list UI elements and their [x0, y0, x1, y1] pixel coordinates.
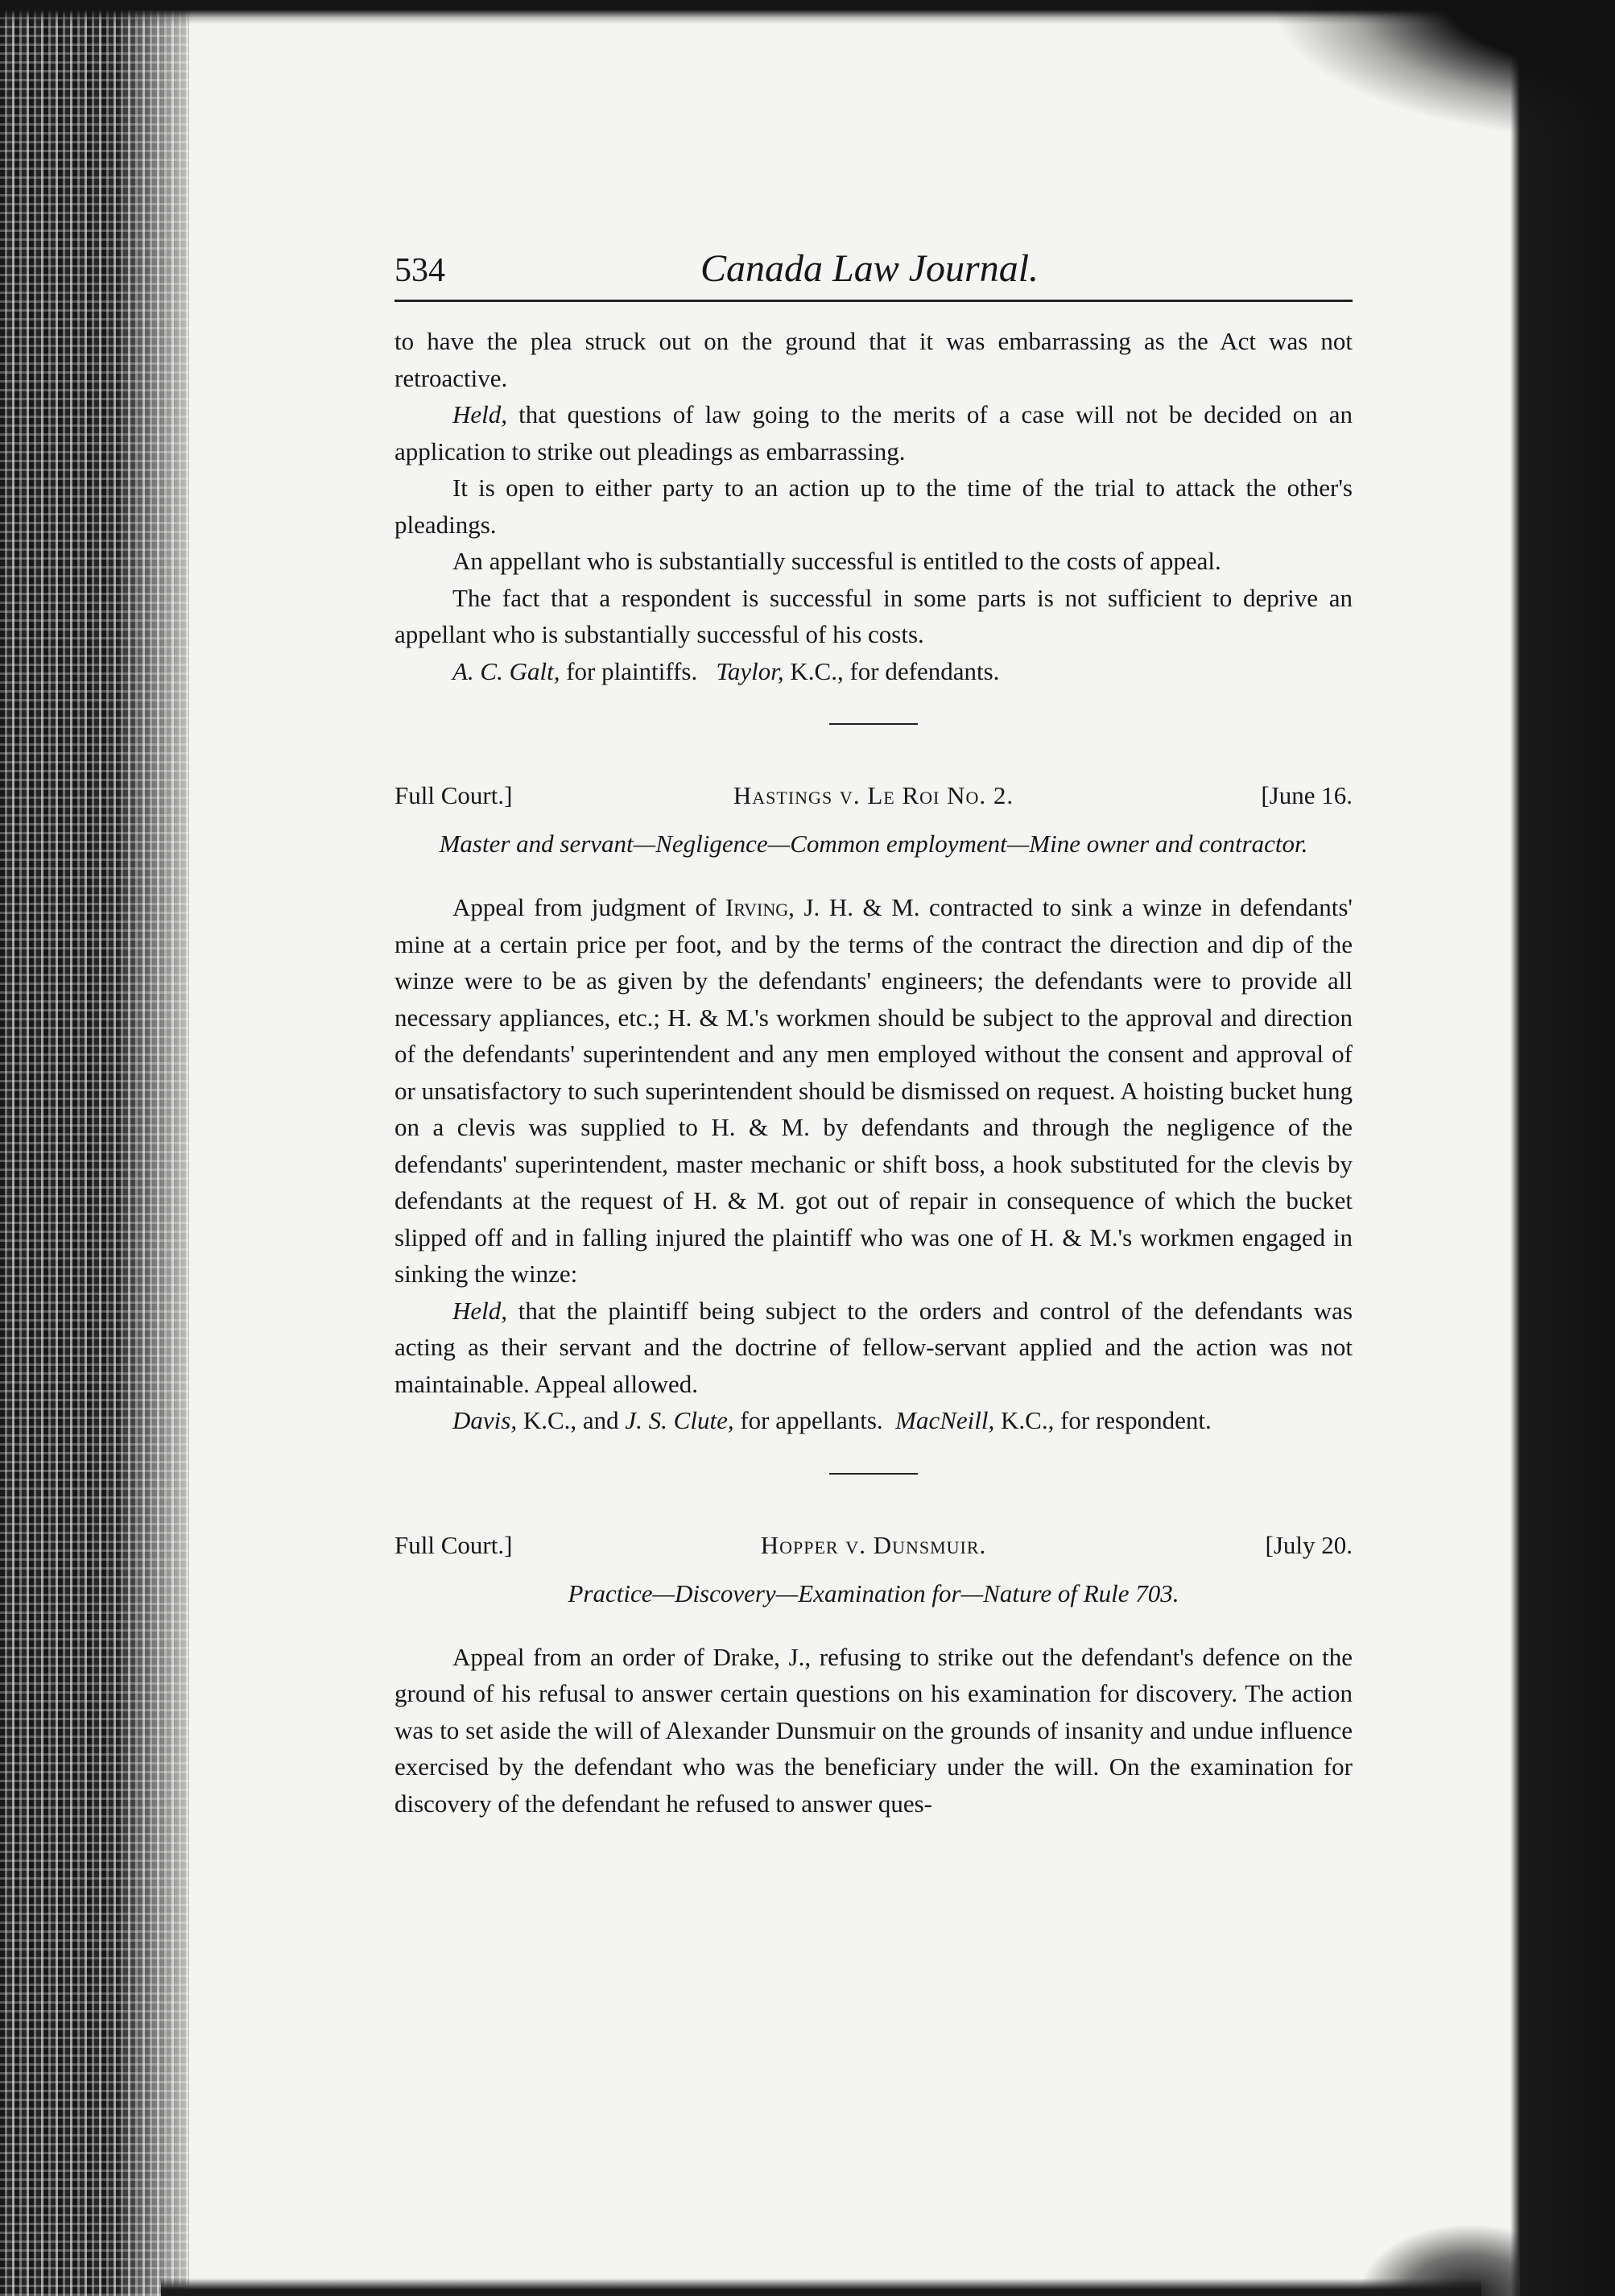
- case-date: [July 20.: [1265, 1530, 1353, 1559]
- paragraph-text: that the plaintiff being subject to the orders and control of the defendants was acting as their servant and the doctrine of fellow-servant applied and the action was not maintainable. Appeal allowed.: [394, 1296, 1353, 1398]
- scan-right-top-shadow: [1277, 0, 1615, 137]
- counsel-name: A. C. Galt,: [452, 656, 560, 685]
- paragraph: [394, 1293, 1353, 1403]
- case-1-continuation: [394, 323, 1353, 689]
- paragraph: [394, 889, 1353, 1293]
- counsel-line: [394, 1402, 1353, 1439]
- section-divider: [829, 1473, 918, 1475]
- case-heading: [394, 781, 1353, 821]
- paragraph-text: that questions of law going to the merits of a case will not be decided on an application to strike out pleadings as embarrassing.: [394, 400, 1353, 465]
- counsel-line: [394, 653, 1353, 690]
- headnote: Master and servant—Negligence—Common employment—Mine owner and contractor.: [439, 829, 1308, 858]
- scan-bottom-edge: [161, 2278, 1481, 2296]
- case-title: Hopper v. Dunsmuir.: [760, 1530, 987, 1559]
- case-3: [394, 1531, 1353, 1822]
- paragraph: The fact that a respondent is successful in some parts is not sufficient to deprive an appellant who is substantially successful of his costs.: [394, 583, 1353, 648]
- paragraph: An appellant who is substantially successful is entitled to the costs of appeal.: [452, 547, 1221, 575]
- case-date: [June 16.: [1261, 781, 1353, 809]
- paragraph: to have the plea struck out on the ground that it was embarrassing as the Act was not retroactive.: [394, 327, 1353, 392]
- court-name: Full Court.]: [394, 1530, 513, 1559]
- judge-name: Irving,: [725, 893, 795, 921]
- counsel-role: K.C., and: [522, 1406, 619, 1434]
- case-2: [394, 781, 1353, 1439]
- held-label: Held,: [452, 400, 508, 428]
- headnote: Practice—Discovery—Examination for—Nature of Rule 703.: [568, 1578, 1179, 1607]
- counsel-role: K.C., for respondent.: [1001, 1406, 1212, 1434]
- counsel-name: Taylor,: [716, 656, 784, 685]
- paragraph: Appeal from an order of Drake, J., refusing to strike out the defendant's defence on the ground of his refusal to answer certain questions on his examination for discovery. The action was to set aside the will of Alexander Dunsmuir on the grounds of insanity and undue influence exercised by the defendant who was the beneficiary under the will. On the examination for discovery of the defendant he refused to answer ques-: [394, 1642, 1353, 1818]
- counsel-name: Davis,: [452, 1406, 518, 1434]
- counsel-role: K.C., for defendants.: [790, 656, 1000, 685]
- case-heading: [394, 1531, 1353, 1571]
- case-title: Hastings v. Le Roi No. 2.: [733, 781, 1014, 809]
- scan-left-edge: [0, 0, 189, 2296]
- counsel-role: for appellants.: [740, 1406, 883, 1434]
- paragraph: [394, 396, 1353, 470]
- paragraph-text: J. H. & M. contracted to sink a winze in defendants' mine at a certain price per foot, and by the terms of the contract the direction and dip of the winze were to be as given by the defendants' engineers; the defendants were to provide all necessary appliances, etc.; H. & M.'s workmen should be subject to the approval and direction of the defendants' superintendent and any men employed without the consent and approval of or unsatisfactory to such superintendent should be dismissed on request. A hoisting bucket hung on a clevis was supplied to H. & M. by defendants and through the negligence of the defendants' superintendent, master mechanic or shift boss, a hook substituted for the clevis by defendants at the request of H. & M. got out of repair in consequence of which the bucket slipped off and in falling injured the plaintiff who was one of H. & M.'s workmen engaged in sinking the winze:: [394, 893, 1353, 1288]
- counsel-name: MacNeill,: [895, 1406, 995, 1434]
- court-name: Full Court.]: [394, 781, 513, 809]
- page: [394, 242, 1353, 1822]
- running-head: [394, 242, 1353, 302]
- counsel-name: J. S. Clute,: [625, 1406, 734, 1434]
- held-label: Held,: [452, 1296, 508, 1325]
- scan-bottom-right-shadow: [1357, 2224, 1518, 2296]
- page-number: 534: [394, 252, 445, 289]
- paragraph-text: Appeal from judgment of: [452, 893, 717, 921]
- scan-right-edge: [1478, 0, 1615, 2296]
- journal-title: Canada Law Journal.: [700, 247, 1039, 290]
- counsel-role: for plaintiffs.: [566, 656, 698, 685]
- paragraph: It is open to either party to an action up to the time of the trial to attack the other's pleadings.: [394, 474, 1353, 539]
- section-divider: [829, 723, 918, 725]
